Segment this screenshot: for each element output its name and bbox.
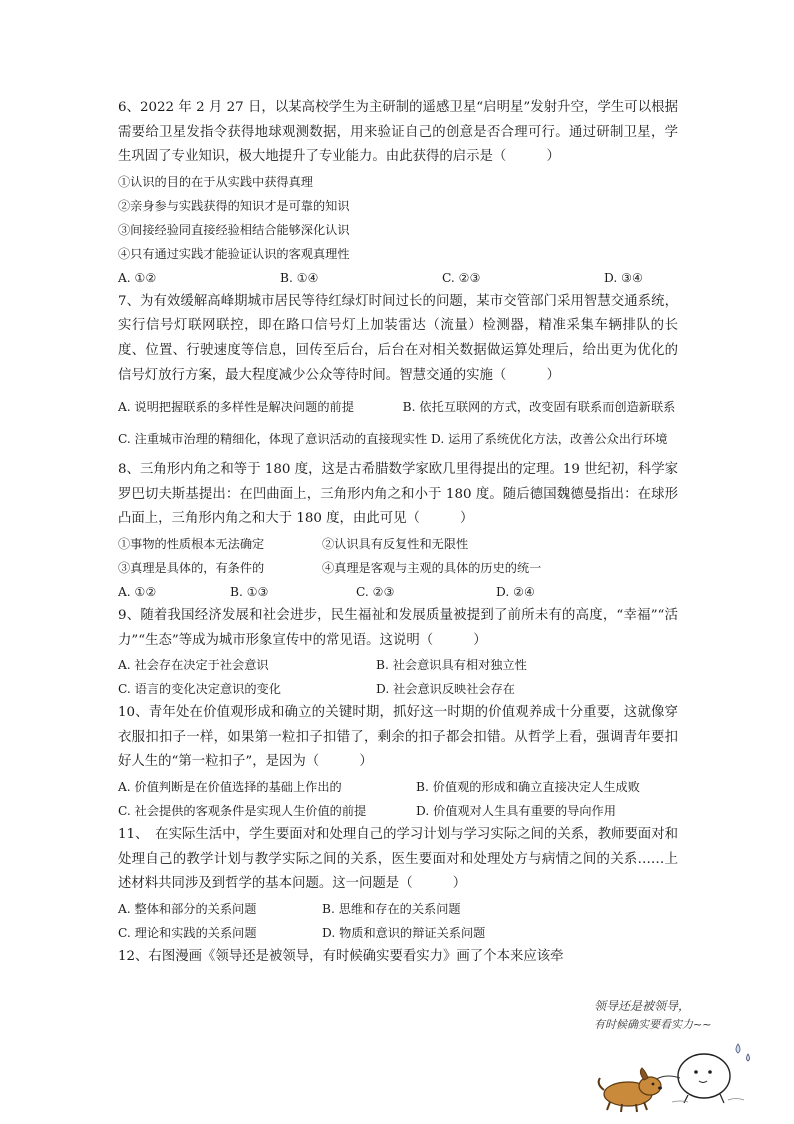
question-12 xyxy=(118,945,678,970)
question-9-stem: 9、随着我国经济发展和社会进步，民生福祉和发展质量被提到了前所未有的高度，“幸福”“活力”“生态”等成为城市形象宣传中的常见语。这说明（ ） xyxy=(118,607,678,648)
comic-image xyxy=(588,990,792,1120)
q11-option-b: B. 思维和存在的关系问题 xyxy=(322,901,461,916)
q10-options-row2 xyxy=(118,799,678,823)
character-body xyxy=(678,1054,730,1098)
q7-options-cd: C. 注重城市治理的精细化，体现了意识活动的直接现实性 D. 运用了系统优化方法，改善公众出行环境 xyxy=(118,432,668,447)
q10-option-b: B. 价值观的形成和确立直接决定人生成败 xyxy=(416,779,640,794)
q8-item-4: ④真理是客观与主观的具体的历史的统一 xyxy=(322,560,542,575)
comic-caption-line-1: 领导还是被领导， xyxy=(594,999,691,1013)
q8-option-c: C. ②③ xyxy=(356,584,395,599)
q8-items-row1 xyxy=(118,532,678,556)
q9-options-row2 xyxy=(118,677,678,701)
q8-options xyxy=(118,580,678,604)
q8-item-1: ①事物的性质根本无法确定 xyxy=(118,536,265,551)
q11-options-row2 xyxy=(118,921,678,945)
q6-options xyxy=(118,266,678,290)
question-8 xyxy=(118,458,678,604)
q8-item-3: ③真理是具体的，有条件的 xyxy=(118,560,265,575)
q9-option-b: B. 社会意识具有相对独立性 xyxy=(376,658,527,673)
question-7-stem: 7、为有效缓解高峰期城市居民等待红绿灯时间过长的问题，某市交管部门采用智慧交通系统，实行信号灯联网联控，即在路口信号灯上加装雷达（流量）检测器，精准采集车辆排队的长度、位置、行驶速度等信息，回传至后台，后台在对相关数据做运算处理后，给出更为优化的信号灯放行方案，最大程度减少公众等待时间。智慧交通的实施（ ） xyxy=(118,293,678,383)
question-11 xyxy=(118,823,678,945)
comic-drawing xyxy=(588,990,792,1120)
q8-option-a: A. ①② xyxy=(118,584,157,599)
q6-item-4: ④只有通过实践才能验证认识的客观真理性 xyxy=(118,246,350,261)
q10-option-c: C. 社会提供的客观条件是实现人生价值的前提 xyxy=(118,803,367,818)
q10-option-d: D. 价值观对人生具有重要的导向作用 xyxy=(416,803,616,818)
q11-option-d: D. 物质和意识的辩证关系问题 xyxy=(322,925,486,940)
question-10-stem: 10、青年处在价值观形成和确立的关键时期，抓好这一时期的价值观养成十分重要，这就像穿衣服扣扣子一样，如果第一粒扣子扣错了，剩余的扣子都会扣错。从哲学上看，强调青年要扣好人生的“第一粒扣子”，是因为（ ） xyxy=(118,705,678,770)
question-8-stem: 8、三角形内角之和等于 180 度，这是古希腊数学家欧几里得提出的定理。19 世纪初，科学家罗巴切夫斯基提出：在凹曲面上，三角形内角之和小于 180 度。随后德国魏德曼指出：在球形凸面上，三角形内角之和大于 180 度，由此可见（ ） xyxy=(118,462,678,527)
question-6 xyxy=(118,96,678,290)
question-6-stem: 6、2022 年 2 月 27 日，以某高校学生为主研制的遥感卫星“启明星”发射升空，学生可以根据需要给卫星发指令获得地球观测数据，用来验证自己的创意是否合理可行。通过研制卫星，学生巩固了专业知识，极大地提升了专业能力。由此获得的启示是（ ） xyxy=(118,100,678,165)
q7-options-ab: A. 说明把握联系的多样性是解决问题的前提 B. 依托互联网的方式，改变固有联系而创造新联系 xyxy=(118,400,676,415)
exam-page xyxy=(118,96,678,969)
q6-item-1: ①认识的目的在于从实践中获得真理 xyxy=(118,174,313,189)
q9-option-d: D. 社会意识反映社会存在 xyxy=(376,682,515,697)
q8-option-d: D. ②④ xyxy=(496,584,535,599)
question-9 xyxy=(118,604,678,701)
q6-item-2: ②亲身参与实践获得的知识才是可靠的知识 xyxy=(118,198,350,213)
q11-option-c: C. 理论和实践的关系问题 xyxy=(118,925,257,940)
question-7 xyxy=(118,290,678,458)
q11-option-a: A. 整体和部分的关系问题 xyxy=(118,901,257,916)
comic-caption-line-2: 有时候确实要看实力~~ xyxy=(594,1018,712,1031)
q9-options-row1 xyxy=(118,653,678,677)
q11-options-row1 xyxy=(118,897,678,921)
q8-option-b: B. ①③ xyxy=(230,584,269,599)
q9-option-c: C. 语言的变化决定意识的变化 xyxy=(118,682,281,697)
q8-item-2: ②认识具有反复性和无限性 xyxy=(322,536,469,551)
q6-option-c: C. ②③ xyxy=(442,270,481,285)
q8-items-row2 xyxy=(118,556,678,580)
q6-option-a: A. ①② xyxy=(118,270,157,285)
q6-option-d: D. ③④ xyxy=(604,270,643,285)
q6-item-3: ③间接经验同直接经验相结合能够深化认识 xyxy=(118,222,350,237)
q10-options-row1 xyxy=(118,775,678,799)
question-11-stem: 11、 在实际生活中，学生要面对和处理自己的学习计划与学习实际之间的关系，教师要面对和处理自己的教学计划与教学实际之间的关系，医生要面对和处理处方与病情之间的关系……上述材料共同涉及到哲学的基本问题。这一问题是（ ） xyxy=(118,826,678,892)
q9-option-a: A. 社会存在决定于社会意识 xyxy=(118,658,269,673)
question-12-stem: 12、右图漫画《领导还是被领导，有时候确实要看实力》画了个本来应该牵 xyxy=(118,948,564,964)
q10-option-a: A. 价值判断是在价值选择的基础上作出的 xyxy=(118,779,342,794)
q6-option-b: B. ①④ xyxy=(280,270,319,285)
question-10 xyxy=(118,701,678,823)
